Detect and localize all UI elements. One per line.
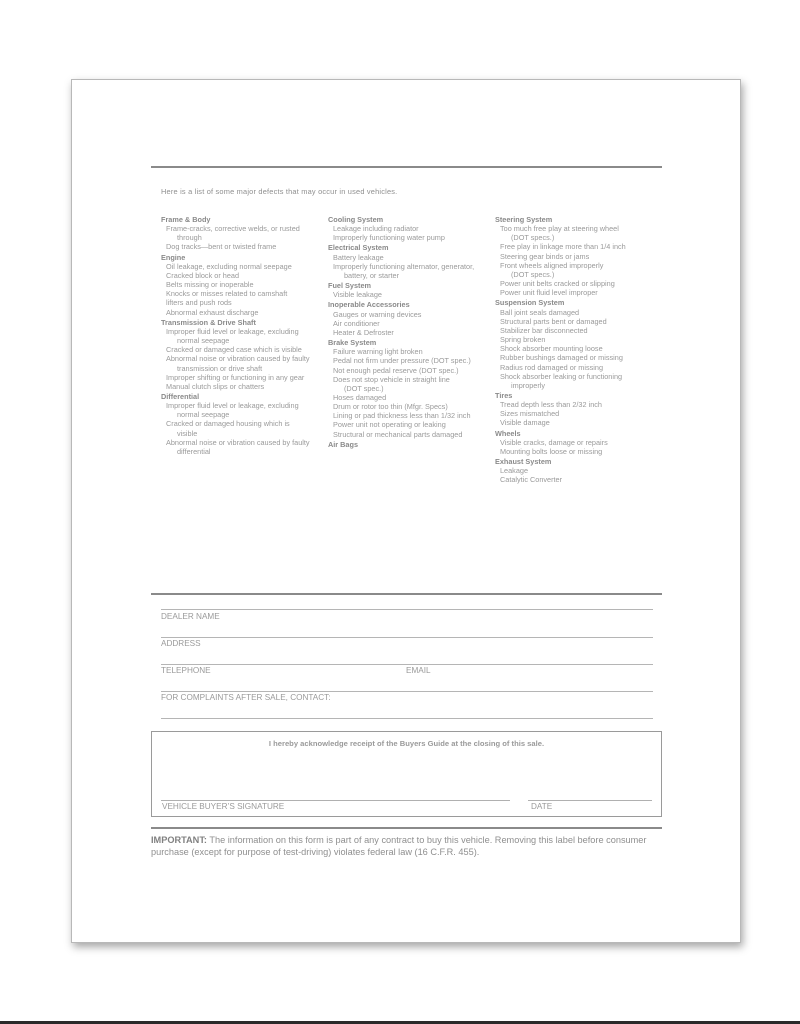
defect-item-text: Frame-cracks, corrective welds, or rusted bbox=[166, 224, 300, 234]
date-label: DATE bbox=[531, 802, 553, 811]
defect-item bbox=[328, 375, 493, 393]
defect-category bbox=[328, 338, 493, 439]
address-line[interactable] bbox=[161, 637, 653, 638]
defect-item-text: Abnormal noise or vibration caused by faulty bbox=[166, 437, 310, 447]
defect-item bbox=[328, 290, 493, 299]
defect-item bbox=[328, 224, 493, 233]
defect-item bbox=[495, 447, 655, 456]
defect-category-title: Engine bbox=[161, 252, 186, 262]
defect-item bbox=[495, 288, 655, 297]
defect-item-text: Air conditioner bbox=[333, 318, 380, 328]
defects-column-2 bbox=[328, 214, 493, 449]
defect-category bbox=[161, 253, 321, 317]
defect-category bbox=[495, 391, 655, 428]
defect-item-text: Pedal not firm under pressure (DOT spec.) bbox=[333, 356, 471, 366]
defect-item-continuation: normal seepage bbox=[177, 410, 230, 420]
defect-item-text: Visible cracks, damage or repairs bbox=[500, 437, 608, 447]
defect-item-text: Failure warning light broken bbox=[333, 347, 423, 357]
defect-item bbox=[161, 345, 321, 354]
defect-category-title: Frame & Body bbox=[161, 215, 211, 224]
defect-category bbox=[328, 281, 493, 299]
defect-item bbox=[328, 366, 493, 375]
defect-category bbox=[495, 215, 655, 297]
defect-item bbox=[328, 328, 493, 337]
defect-item-text: Rubber bushings damaged or missing bbox=[500, 353, 623, 363]
defect-item-text: Leakage including radiator bbox=[333, 224, 419, 234]
telephone-email-line[interactable] bbox=[161, 664, 653, 665]
defect-item-text: Shock absorber leaking or functioning bbox=[500, 371, 623, 381]
defect-item-text: Ball joint seals damaged bbox=[500, 307, 580, 317]
defect-item-text: Abnormal noise or vibration caused by faulty bbox=[166, 354, 310, 364]
defect-item-text: Visible damage bbox=[500, 418, 550, 428]
defect-item bbox=[495, 438, 655, 447]
defect-item-text: Sizes mismatched bbox=[500, 409, 560, 419]
defect-item-text: Improper fluid level or leakage, excluding bbox=[166, 401, 299, 411]
date-line[interactable] bbox=[528, 800, 652, 801]
defect-category-title: Cooling System bbox=[328, 215, 384, 224]
defect-item-text: Improperly functioning alternator, generator, bbox=[333, 261, 475, 271]
defect-item bbox=[328, 253, 493, 262]
defect-item bbox=[495, 279, 655, 288]
defect-item-text: Power unit belts cracked or slipping bbox=[500, 279, 615, 289]
defect-category-title: Steering System bbox=[495, 215, 553, 224]
defect-item-text: Cracked block or head bbox=[166, 270, 240, 280]
email-label: EMAIL bbox=[406, 666, 431, 675]
defect-item-text: Abnormal exhaust discharge bbox=[166, 307, 259, 317]
defect-item-continuation: battery, or starter bbox=[344, 270, 400, 280]
defect-item-text: Mounting bolts loose or missing bbox=[500, 446, 603, 456]
dealer-name-label: DEALER NAME bbox=[161, 612, 220, 621]
defect-item bbox=[495, 335, 655, 344]
signature-line[interactable] bbox=[161, 800, 510, 801]
defect-item-continuation: improperly bbox=[511, 380, 546, 390]
defect-category-title: Suspension System bbox=[495, 298, 565, 308]
defect-item bbox=[495, 261, 655, 279]
defect-item bbox=[161, 242, 321, 251]
defect-item bbox=[495, 317, 655, 326]
middle-divider bbox=[151, 593, 662, 595]
signature-label: VEHICLE BUYER’S SIGNATURE bbox=[162, 802, 285, 811]
important-notice bbox=[151, 835, 666, 858]
defect-item-text: Front wheels aligned improperly bbox=[500, 260, 604, 270]
defect-item bbox=[161, 224, 321, 242]
defect-item-text: Improper shifting or functioning in any gear bbox=[166, 372, 305, 382]
defect-item-text: Stabilizer bar disconnected bbox=[500, 325, 588, 335]
buyers-guide-page bbox=[71, 79, 741, 943]
defect-item bbox=[495, 409, 655, 418]
defect-item-text: Structural or mechanical parts damaged bbox=[333, 429, 463, 439]
defect-item bbox=[328, 411, 493, 420]
defect-item bbox=[495, 344, 655, 353]
defect-item-text: Battery leakage bbox=[333, 252, 384, 262]
defect-category bbox=[161, 392, 321, 456]
defect-item-text: Hoses damaged bbox=[333, 392, 387, 402]
defect-item bbox=[161, 289, 321, 298]
defect-item-text: Too much free play at steering wheel bbox=[500, 224, 619, 234]
defect-category-title: Exhaust System bbox=[495, 457, 552, 467]
top-divider bbox=[151, 166, 662, 168]
acknowledgement-text: I hereby acknowledge receipt of the Buyers Guide at the closing of this sale. bbox=[268, 739, 545, 748]
important-label: IMPORTANT: bbox=[151, 835, 207, 845]
bottom-divider bbox=[151, 827, 662, 829]
defect-item-text: Heater & Defroster bbox=[333, 327, 394, 337]
defect-category bbox=[495, 298, 655, 390]
defect-item bbox=[495, 372, 655, 390]
defect-item bbox=[328, 262, 493, 280]
defect-item bbox=[328, 430, 493, 439]
defect-item-text: Cracked or damaged case which is visible bbox=[166, 345, 302, 355]
defect-item-text: Steering gear binds or jams bbox=[500, 251, 590, 261]
defect-item bbox=[328, 393, 493, 402]
defect-item bbox=[495, 326, 655, 335]
defect-item-text: Power unit fluid level improper bbox=[500, 288, 598, 298]
complaints-label: FOR COMPLAINTS AFTER SALE, CONTACT: bbox=[161, 693, 331, 702]
defect-category-title: Differential bbox=[161, 391, 200, 401]
defect-category bbox=[328, 243, 493, 280]
defect-item bbox=[495, 363, 655, 372]
defect-category-title: Fuel System bbox=[328, 281, 371, 291]
dealer-name-line[interactable] bbox=[161, 609, 653, 610]
defect-category bbox=[495, 457, 655, 484]
defect-item bbox=[328, 233, 493, 242]
defect-item-text: lifters and push rods bbox=[166, 298, 232, 308]
defect-item bbox=[328, 310, 493, 319]
important-text: The information on this form is part of any contract to buy this vehicle. Removing this label before consumer purchase (except for purpose of test-driving) violates federal law (16 C.F.R. 455). bbox=[151, 835, 647, 857]
defect-item-text: Manual clutch slips or chatters bbox=[166, 381, 265, 391]
defect-item-text: Improperly functioning water pump bbox=[333, 233, 445, 243]
defect-item-text: Catalytic Converter bbox=[500, 475, 563, 485]
defect-category bbox=[161, 318, 321, 391]
defect-item bbox=[495, 353, 655, 362]
defect-item-continuation: visible bbox=[177, 428, 198, 438]
defect-item bbox=[328, 319, 493, 328]
defect-item-text: Oil leakage, excluding normal seepage bbox=[166, 261, 292, 271]
defect-item-continuation: (DOT specs.) bbox=[511, 233, 555, 243]
defect-item-text: Improper fluid level or leakage, excluding bbox=[166, 326, 299, 336]
defect-item bbox=[495, 224, 655, 242]
defect-item-text: Structural parts bent or damaged bbox=[500, 316, 607, 326]
defect-item bbox=[161, 419, 321, 437]
defect-item-continuation: through bbox=[177, 233, 202, 243]
defect-item-text: Not enough pedal reserve (DOT spec.) bbox=[333, 365, 459, 375]
defect-item bbox=[161, 373, 321, 382]
defect-item bbox=[161, 280, 321, 289]
defect-item bbox=[495, 466, 655, 475]
defect-category bbox=[495, 429, 655, 456]
address-label: ADDRESS bbox=[161, 639, 201, 648]
defect-category-title: Electrical System bbox=[328, 243, 389, 253]
defect-category-title: Wheels bbox=[495, 428, 521, 438]
defect-item-text: Leakage bbox=[500, 466, 528, 476]
defect-item bbox=[328, 356, 493, 365]
defect-item-text: Shock absorber mounting loose bbox=[500, 344, 603, 354]
acknowledgement-box bbox=[151, 731, 662, 817]
defect-item bbox=[161, 298, 321, 307]
defect-item bbox=[495, 242, 655, 251]
defect-item-text: Belts missing or inoperable bbox=[166, 280, 254, 290]
defect-category-title: Inoperable Accessories bbox=[328, 300, 410, 310]
defect-category bbox=[328, 215, 493, 242]
defect-item-text: Does not stop vehicle in straight line bbox=[333, 374, 450, 384]
defect-item bbox=[161, 382, 321, 391]
defect-item bbox=[161, 308, 321, 317]
defect-category bbox=[161, 215, 321, 252]
defect-item-text: Spring broken bbox=[500, 335, 546, 345]
defect-item-text: Gauges or warning devices bbox=[333, 309, 422, 319]
defect-item bbox=[161, 262, 321, 271]
defect-item-continuation: differential bbox=[177, 446, 211, 456]
defect-item-text: Lining or pad thickness less than 1/32 inch bbox=[333, 411, 471, 421]
defects-column-3 bbox=[495, 214, 655, 485]
defect-item-continuation: (DOT specs.) bbox=[511, 269, 555, 279]
complaints-contact-line[interactable] bbox=[161, 718, 653, 719]
defect-item-continuation: normal seepage bbox=[177, 336, 230, 346]
defect-category bbox=[328, 300, 493, 337]
defect-item-text: Visible leakage bbox=[333, 290, 382, 300]
defect-item bbox=[328, 420, 493, 429]
defect-item bbox=[328, 347, 493, 356]
defect-item bbox=[161, 438, 321, 456]
defect-item bbox=[161, 401, 321, 419]
defect-item-text: Power unit not operating or leaking bbox=[333, 420, 446, 430]
defect-category-title: Transmission & Drive Shaft bbox=[161, 317, 256, 327]
defect-item-text: Free play in linkage more than 1/4 inch bbox=[500, 242, 626, 252]
intro-text: Here is a list of some major defects that may occur in used vehicles. bbox=[161, 187, 398, 196]
defect-item bbox=[495, 418, 655, 427]
defect-item-text: Radius rod damaged or missing bbox=[500, 362, 604, 372]
complaints-line[interactable] bbox=[161, 691, 653, 692]
defect-item bbox=[495, 400, 655, 409]
defect-category-title: Tires bbox=[495, 390, 513, 400]
defect-item-continuation: transmission or drive shaft bbox=[177, 363, 263, 373]
defect-item bbox=[328, 402, 493, 411]
defect-item-text: Drum or rotor too thin (Mfgr. Specs) bbox=[333, 402, 448, 412]
defect-item-text: Dog tracks—bent or twisted frame bbox=[166, 242, 277, 252]
defect-category-title: Brake System bbox=[328, 338, 377, 348]
defect-item bbox=[495, 252, 655, 261]
defects-column-1 bbox=[161, 214, 321, 456]
defect-item bbox=[161, 271, 321, 280]
defect-item bbox=[161, 327, 321, 345]
defect-item bbox=[161, 354, 321, 372]
defect-category-title: Air Bags bbox=[328, 439, 359, 449]
defect-item-text: Tread depth less than 2/32 inch bbox=[500, 400, 602, 410]
telephone-label: TELEPHONE bbox=[161, 666, 211, 675]
defect-item-text: Knocks or misses related to camshaft bbox=[166, 289, 288, 299]
defect-category bbox=[328, 440, 493, 449]
defect-item bbox=[495, 475, 655, 484]
defect-item-text: Cracked or damaged housing which is bbox=[166, 419, 290, 429]
defect-item-continuation: (DOT spec.) bbox=[344, 383, 384, 393]
defect-item bbox=[495, 308, 655, 317]
